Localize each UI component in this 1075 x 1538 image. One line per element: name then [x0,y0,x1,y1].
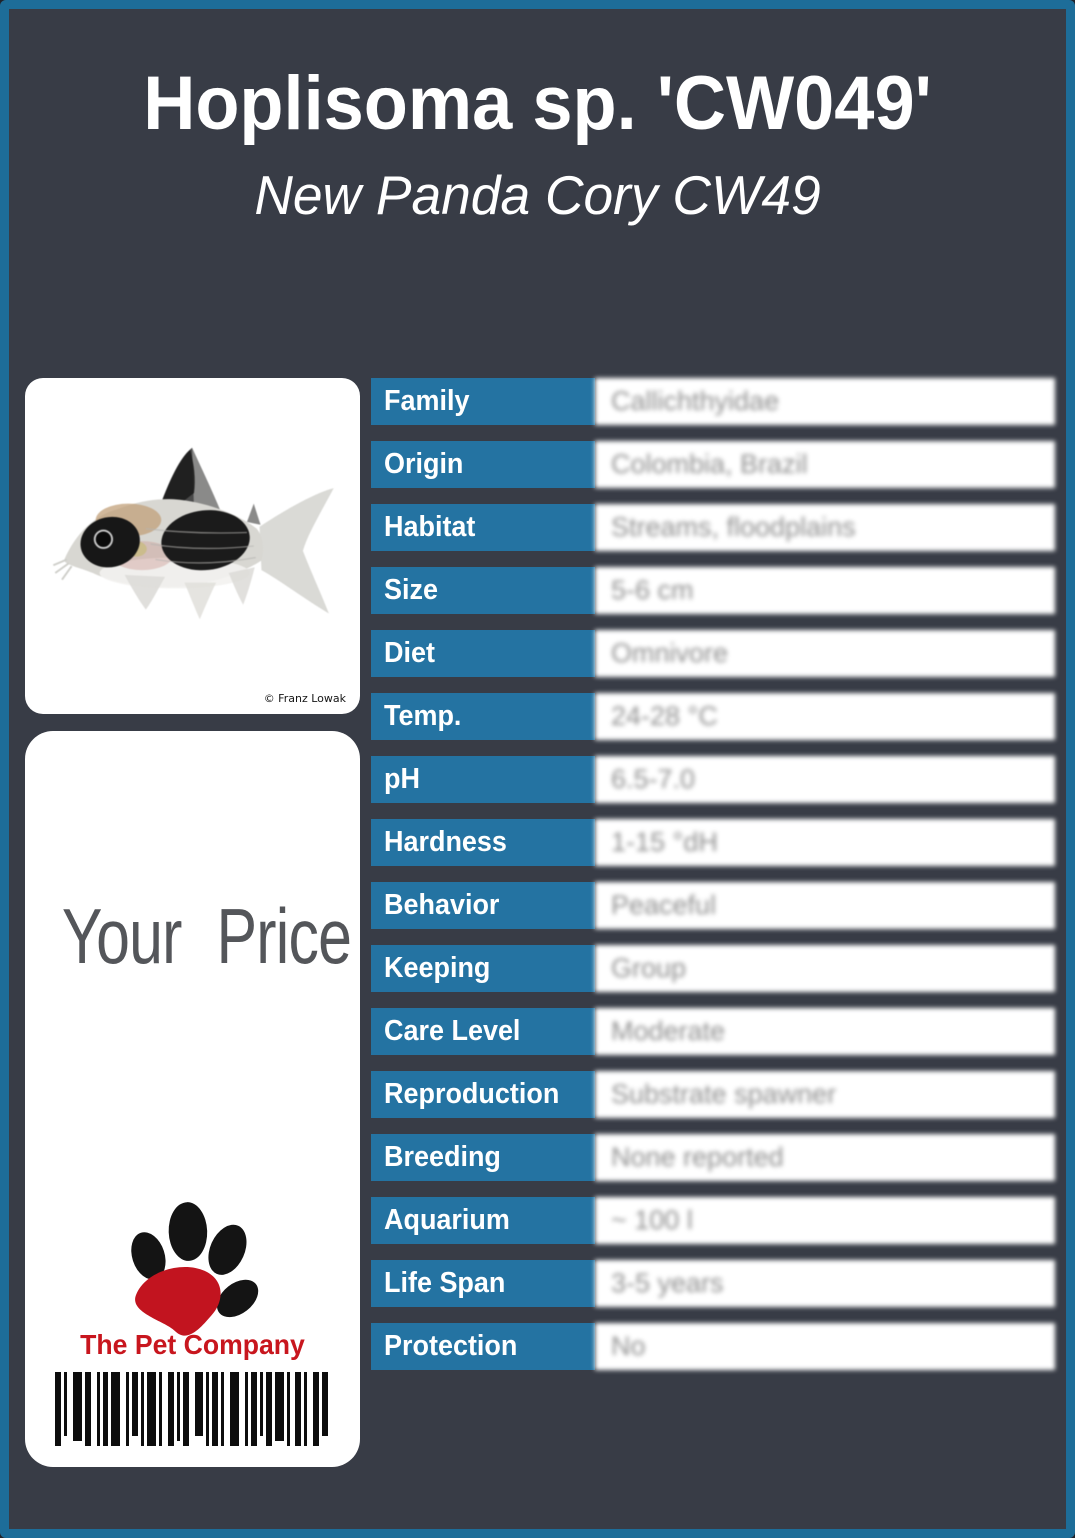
spec-table [371,378,1055,1370]
spec-value: 5-6 cm [595,567,1055,614]
brand-name: The Pet Company [80,1329,305,1360]
spec-label: Care Level [384,1015,521,1047]
spec-value: 3-5 years [595,1260,1055,1307]
spec-row [371,630,1055,677]
spec-label: Aquarium [384,1204,510,1236]
spec-label: Breeding [384,1141,501,1173]
spec-row [371,504,1055,551]
spec-label: Origin [384,448,464,480]
spec-label: Temp. [384,700,462,732]
spec-value: 6.5-7.0 [595,756,1055,803]
paw-logo-icon [118,1189,268,1341]
spec-row [371,441,1055,488]
photo-credit: © Franz Lowak [263,692,346,705]
page-title: Hoplisoma sp. 'CW049' [143,61,932,146]
spec-value: None reported [595,1134,1055,1181]
spec-value: Omnivore [595,630,1055,677]
fish-photo-card [25,378,360,714]
spec-label: Keeping [384,952,491,984]
fish-photo [40,440,348,652]
spec-row [371,693,1055,740]
spec-label: Behavior [384,889,500,921]
spec-value: No [595,1323,1055,1370]
spec-value: Group [595,945,1055,992]
spec-value: Moderate [595,1008,1055,1055]
spec-row [371,1134,1055,1181]
spec-row [371,1197,1055,1244]
spec-label: Diet [384,637,435,669]
spec-label: pH [384,763,420,795]
spec-label: Hardness [384,826,507,858]
spec-row [371,819,1055,866]
spec-row [371,945,1055,992]
spec-row [371,1008,1055,1055]
spec-label: Habitat [384,511,476,543]
spec-label: Family [384,385,470,417]
spec-value: 1-15 °dH [595,819,1055,866]
spec-row [371,567,1055,614]
spec-value: Colombia, Brazil [595,441,1055,488]
price-card [25,731,360,1467]
spec-value: 24-28 °C [595,693,1055,740]
page-subtitle: New Panda Cory CW49 [254,164,821,226]
spec-value: Callichthyidae [595,378,1055,425]
spec-value: Streams, floodplains [595,504,1055,551]
spec-label: Size [384,574,438,606]
spec-value: ~ 100 l [595,1197,1055,1244]
barcode [55,1372,331,1446]
spec-label: Protection [384,1330,518,1362]
spec-value: Substrate spawner [595,1071,1055,1118]
spec-row [371,756,1055,803]
spec-label: Life Span [384,1267,506,1299]
spec-row [371,882,1055,929]
spec-value: Peaceful [595,882,1055,929]
card-header [0,60,1075,227]
price-label: Your Price [61,892,352,980]
spec-label: Reproduction [384,1078,560,1110]
spec-row [371,1260,1055,1307]
spec-row [371,1323,1055,1370]
spec-row [371,378,1055,425]
spec-row [371,1071,1055,1118]
